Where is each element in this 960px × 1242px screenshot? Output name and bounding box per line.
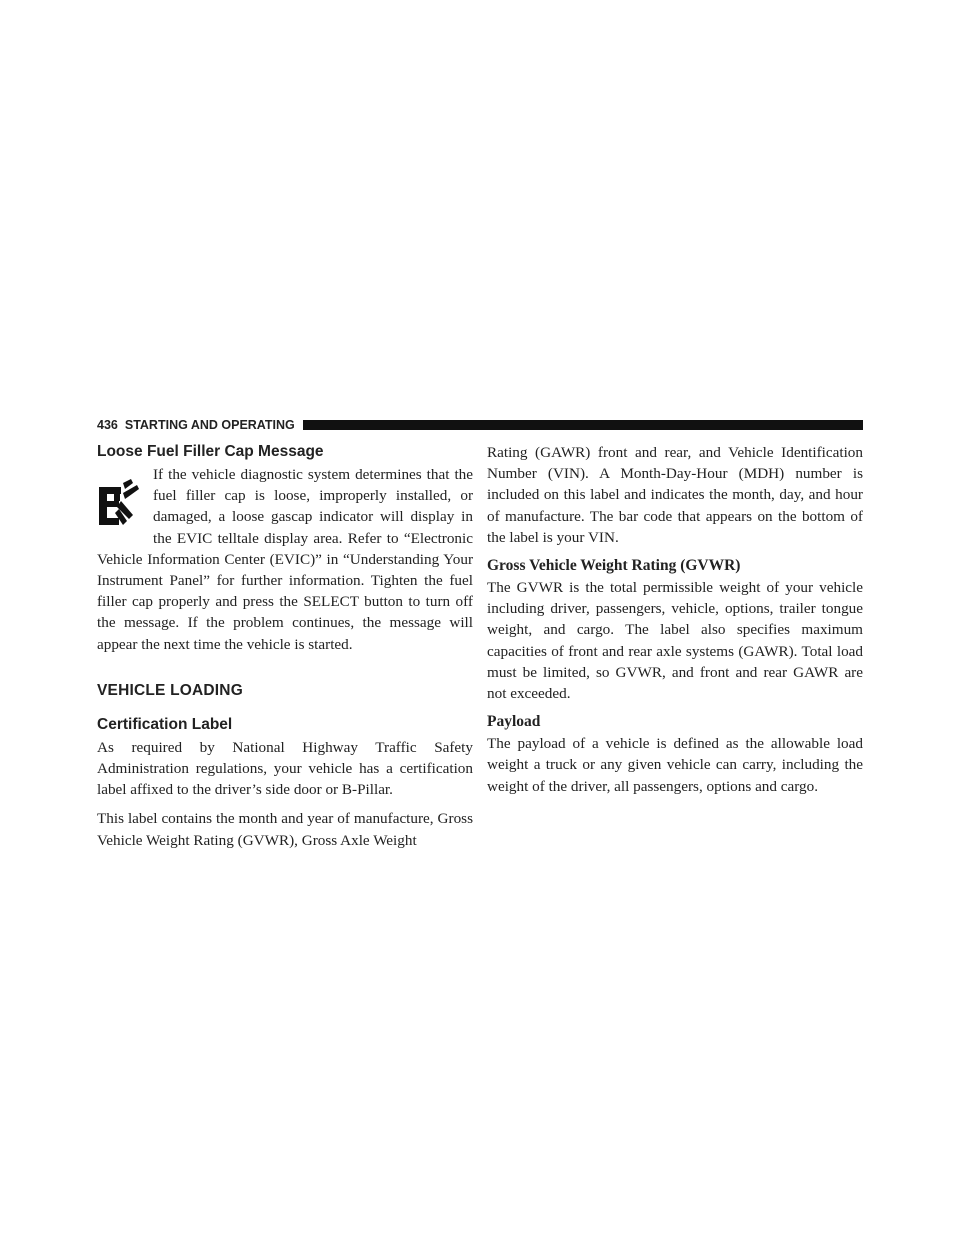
payload-heading: Payload [487,713,541,731]
certification-paragraph-1: As required by National Highway Traffic Safety Administration regulations, your vehicle has a certification label affixed to the driver’s side door or B-Pillar. [97,738,473,799]
page-number: 436 [97,417,118,432]
section-title: STARTING AND OPERATING [124,417,295,432]
certification-heading: Certification Label [97,715,233,733]
loose-cap-paragraph: If the vehicle diagnostic system determines that the fuel filler cap is loose, improperly installed, or damaged, a loose gascap indicator will display in the EVIC telltale display area. Refer to “Electronic Vehicle Information Center (EVIC)” in “Understanding Your Instrument Panel” for further information. Tighten the fuel filler cap properly and press the SELECT button to turn off the message. If the problem continues, the message will appear the next time the vehicle is started. [97,466,473,653]
header-rule [303,420,863,430]
page-header [97,418,863,431]
right-column [487,442,863,797]
loose-cap-heading: Loose Fuel Filler Cap Message [97,443,324,460]
certification-continued: Rating (GAWR) front and rear, and Vehicle Identification Number (VIN). A Month-Day-Hour (MDH) number is included on this label and indicates the month, day, and hour of manufacture. The bar code that appears on the bottom of the label is your VIN. [487,444,863,546]
gvwr-paragraph: The GVWR is the total permissible weight of your vehicle including driver, passengers, vehicle, options, trailer tongue weight, and cargo. The label also specifies maximum capacities of front and rear axle systems (GAWR). Total load must be limited, so GVWR, and front and rear GAWR are not exceeded. [487,579,863,703]
certification-paragraph-2: This label contains the month and year of manufacture, Gross Vehicle Weight Rating (GVWR), Gross Axle Weight [97,810,473,849]
payload-paragraph: The payload of a vehicle is defined as the allowable load weight a truck or any given vehicle can carry, including the weight of the driver, all passengers, options and cargo. [487,735,863,795]
gvwr-heading: Gross Vehicle Weight Rating (GVWR) [487,557,741,575]
left-column [97,442,473,851]
gas-cap-icon [97,464,153,542]
vehicle-loading-heading: VEHICLE LOADING [97,681,243,699]
loose-cap-section [97,464,473,655]
